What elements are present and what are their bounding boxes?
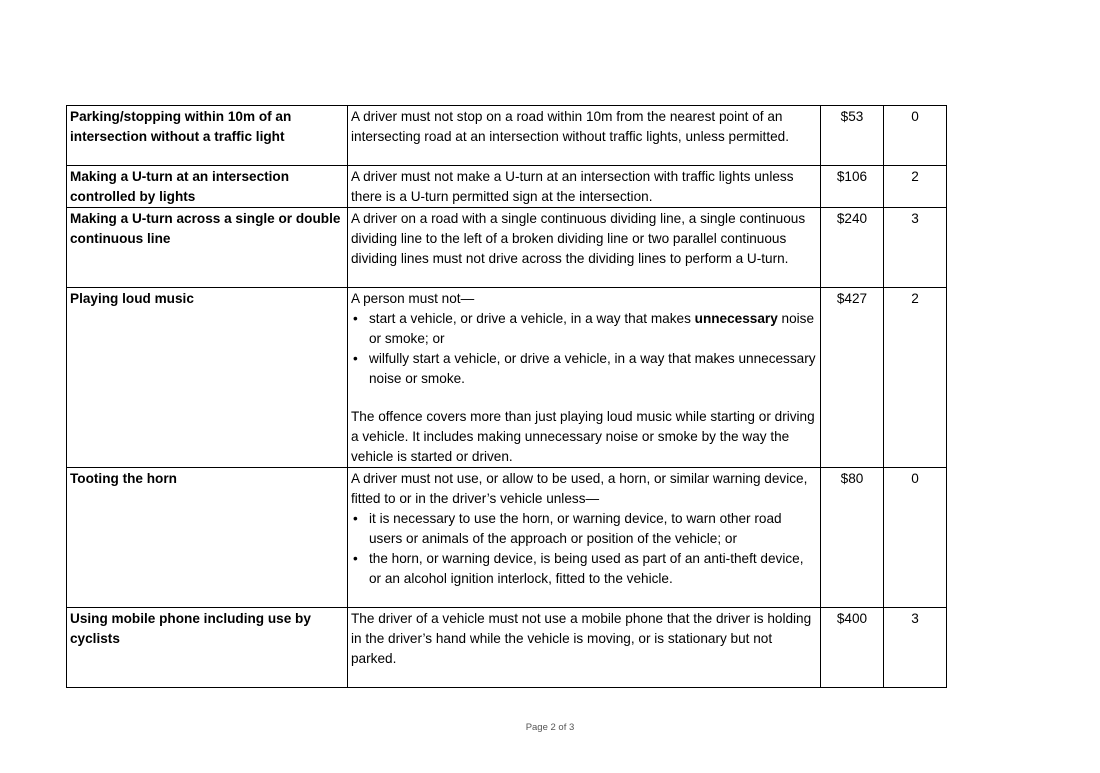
list-item-text-start: start a vehicle, or drive a vehicle, in a way that makes: [369, 311, 695, 326]
description-note: The offence covers more than just playing loud music while starting or driving a vehicle. It includes making unnecessary noise or smoke by the way the vehicle is started or driven.: [351, 409, 815, 464]
fine-cell: $53: [821, 106, 884, 166]
description-text: The driver of a vehicle must not use a mobile phone that the driver is holding in the driver’s hand while the vehicle is moving, or is stationary but not parked.: [351, 611, 812, 666]
page-number-footer: Page 2 of 3: [525, 722, 575, 733]
list-item: [351, 309, 817, 349]
list-item: [351, 549, 817, 589]
offence-cell: Tooting the horn: [67, 468, 348, 608]
description-cell: [348, 166, 821, 208]
description-text: A driver must not stop on a road within 10m from the nearest point of an intersecting road at an intersection without traffic lights, unless permitted.: [351, 109, 789, 144]
description-text: A driver must not make a U-turn at an intersection with traffic lights unless there is a U-turn permitted sign at the intersection.: [351, 169, 794, 204]
table-row: [67, 288, 947, 468]
offence-cell: Making a U-turn across a single or double continuous line: [67, 208, 348, 288]
list-item-text-end: noise or smoke; or: [369, 311, 815, 346]
bullet-icon: •: [353, 511, 358, 526]
description-text: A driver on a road with a single continuous dividing line, a single continuous dividing line to the left of a broken dividing line or two parallel continuous dividing lines must not drive across the dividing lines to perform a U-turn.: [351, 211, 806, 266]
paragraph-spacer: [351, 389, 817, 407]
demerit-points-cell: 2: [884, 288, 947, 468]
offence-cell: Making a U-turn at an intersection controlled by lights: [67, 166, 348, 208]
table-row: [67, 106, 947, 166]
description-cell: [348, 468, 821, 608]
demerit-points-cell: 3: [884, 208, 947, 288]
fine-cell: $80: [821, 468, 884, 608]
description-cell: [348, 288, 821, 468]
fine-cell: $106: [821, 166, 884, 208]
offence-cell: Using mobile phone including use by cyclists: [67, 608, 348, 688]
offence-cell: Parking/stopping within 10m of an intersection without a traffic light: [67, 106, 348, 166]
description-cell: [348, 608, 821, 688]
fine-cell: $400: [821, 608, 884, 688]
list-item-text: the horn, or warning device, is being used as part of an anti-theft device, or an alcohol ignition interlock, fitted to the vehicle.: [369, 551, 804, 586]
bullet-icon: •: [353, 351, 358, 366]
bullet-icon: •: [353, 551, 358, 566]
demerit-points-cell: 2: [884, 166, 947, 208]
bullet-icon: •: [353, 311, 358, 326]
bullet-list: [351, 309, 817, 389]
table-row: [67, 208, 947, 288]
description-cell: [348, 208, 821, 288]
demerit-points-cell: 3: [884, 608, 947, 688]
demerit-points-cell: 0: [884, 468, 947, 608]
table-row: [67, 608, 947, 688]
fine-cell: $427: [821, 288, 884, 468]
table-row: [67, 166, 947, 208]
bullet-list: [351, 509, 817, 589]
description-cell: [348, 106, 821, 166]
list-item-text-emphasis: unnecessary: [694, 311, 778, 326]
list-item-text: it is necessary to use the horn, or warning device, to warn other road users or animals of the approach or position of the vehicle; or: [369, 511, 782, 546]
offence-cell: Playing loud music: [67, 288, 348, 468]
offences-table: [66, 105, 947, 688]
list-item: [351, 349, 817, 389]
description-intro: A person must not—: [351, 291, 475, 306]
fine-cell: $240: [821, 208, 884, 288]
demerit-points-cell: 0: [884, 106, 947, 166]
table-row: [67, 468, 947, 608]
description-intro: A driver must not use, or allow to be used, a horn, or similar warning device, fitted to or in the driver’s vehicle unless—: [351, 471, 808, 506]
paragraph-spacer: [351, 589, 817, 607]
list-item: [351, 509, 817, 549]
list-item-text: wilfully start a vehicle, or drive a vehicle, in a way that makes unnecessary noise or smoke.: [369, 351, 816, 386]
